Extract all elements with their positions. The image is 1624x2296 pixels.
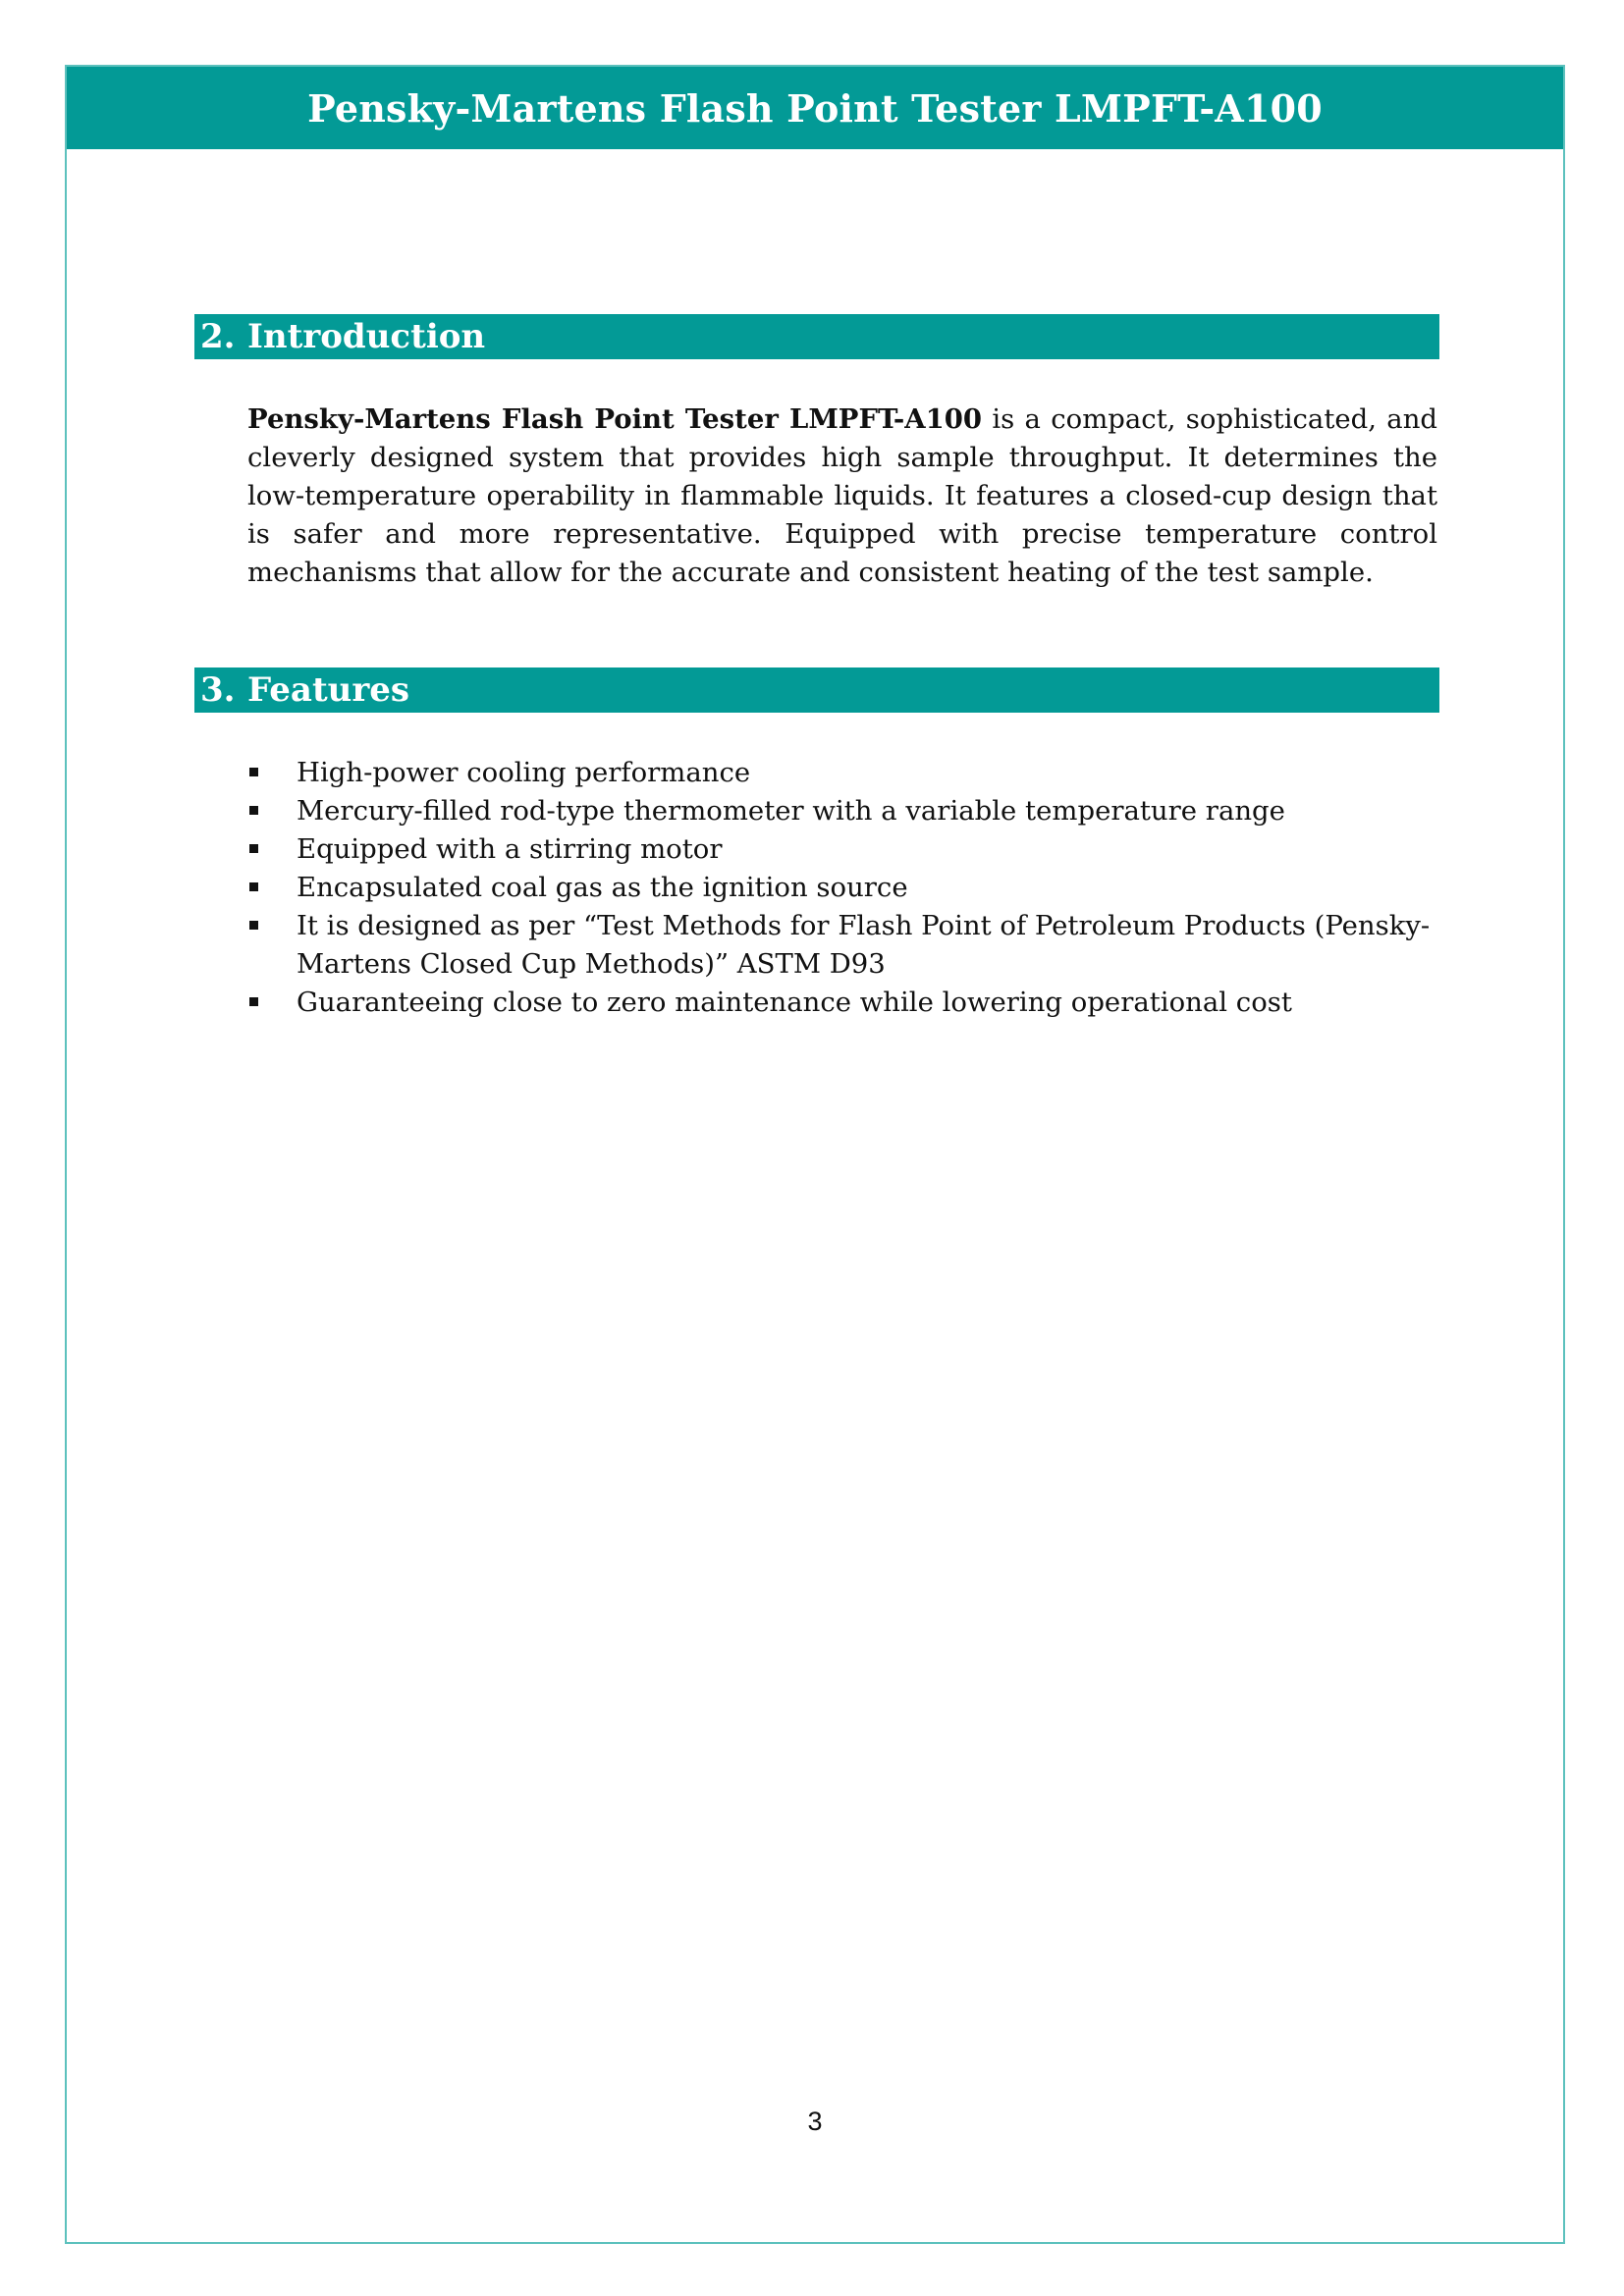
section-number: 2. bbox=[200, 317, 236, 356]
feature-item bbox=[247, 984, 1439, 1022]
feature-item bbox=[247, 754, 1439, 792]
square-bullet-icon bbox=[249, 806, 258, 815]
feature-text: High-power cooling performance bbox=[297, 757, 751, 788]
square-bullet-icon bbox=[249, 882, 258, 891]
square-bullet-icon bbox=[249, 997, 258, 1006]
feature-item bbox=[247, 907, 1439, 984]
section-heading-introduction bbox=[194, 314, 1439, 359]
page-frame bbox=[65, 65, 1565, 2244]
section-heading-features bbox=[194, 667, 1439, 713]
section-title: Features bbox=[247, 670, 410, 710]
square-bullet-icon bbox=[249, 844, 258, 853]
feature-text: It is designed as per “Test Methods for Flash Point of Petroleum Products (Pensky-Martens Closed Cup Methods)” ASTM D93 bbox=[297, 910, 1431, 980]
introduction-lead: Pensky-Martens Flash Point Tester LMPFT-A100 bbox=[247, 403, 983, 435]
square-bullet-icon bbox=[249, 768, 258, 776]
introduction-body: is a compact, sophisticated, and cleverly designed system that provides high sample throughput. It determines the low-temperature operability in flammable liquids. It features a closed-cup design that is safer and more representative. Equipped with precise temperature control mechanisms that allow for the accurate and consistent heating of the test sample. bbox=[247, 403, 1438, 588]
feature-item bbox=[247, 792, 1439, 830]
section-title: Introduction bbox=[247, 317, 486, 356]
feature-text: Mercury-filled rod-type thermometer with a variable temperature range bbox=[297, 795, 1285, 827]
feature-text: Guaranteeing close to zero maintenance while lowering operational cost bbox=[297, 987, 1292, 1018]
page-number: 3 bbox=[807, 2107, 823, 2136]
feature-item bbox=[247, 830, 1439, 869]
feature-item bbox=[247, 869, 1439, 907]
square-bullet-icon bbox=[249, 921, 258, 930]
introduction-paragraph bbox=[247, 400, 1437, 592]
title-bar bbox=[67, 67, 1563, 149]
features-list bbox=[247, 754, 1439, 1022]
feature-text: Encapsulated coal gas as the ignition source bbox=[297, 872, 908, 903]
feature-text: Equipped with a stirring motor bbox=[297, 833, 723, 865]
document-title: Pensky-Martens Flash Point Tester LMPFT-A100 bbox=[307, 85, 1323, 131]
section-number: 3. bbox=[200, 670, 236, 710]
